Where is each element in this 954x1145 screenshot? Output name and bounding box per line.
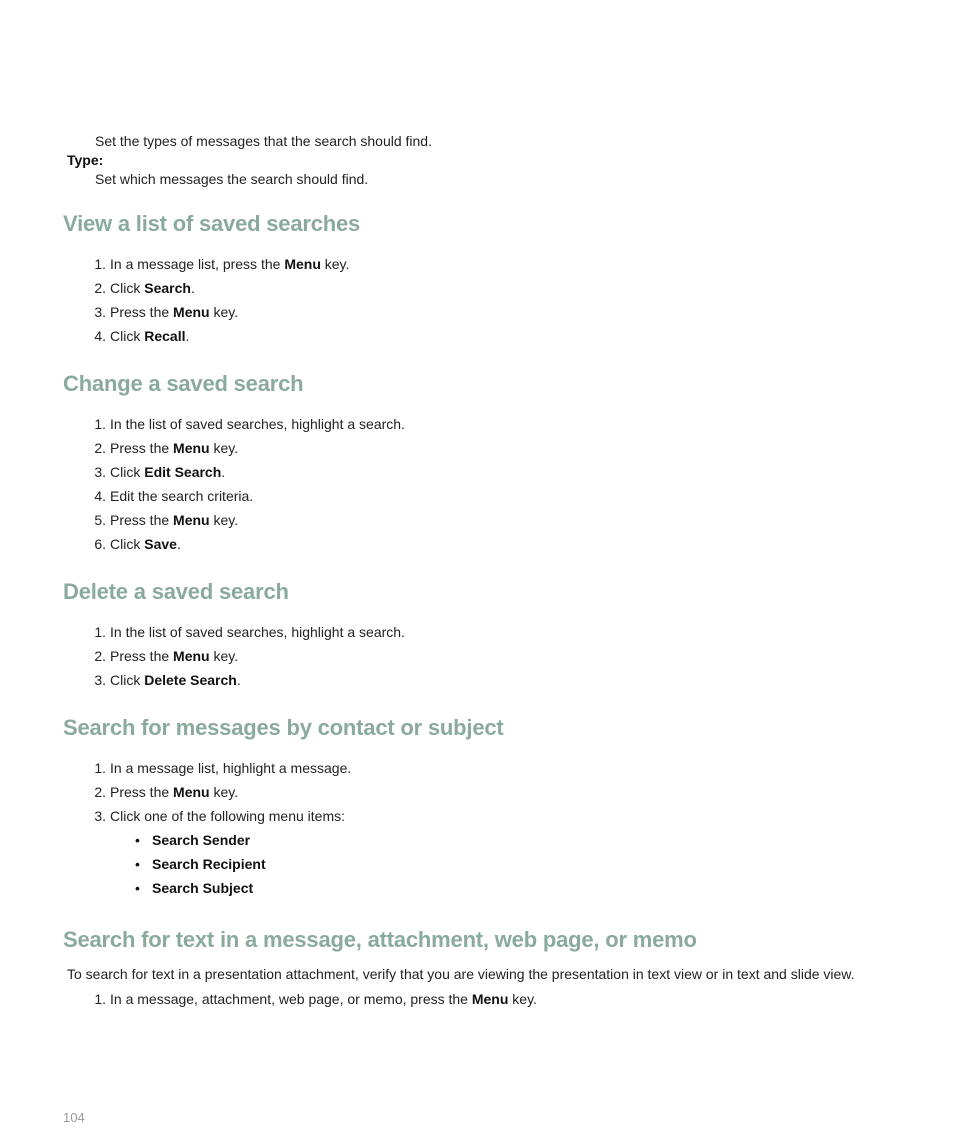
step-number: 1.	[94, 991, 106, 1007]
step-item	[94, 532, 405, 556]
step-text: Click	[110, 672, 145, 688]
step-item	[94, 412, 405, 436]
step-item	[94, 460, 405, 484]
step-number: 4.	[94, 488, 106, 504]
steps-search-for-text	[94, 987, 537, 1011]
step-item	[94, 508, 405, 532]
step-item	[94, 484, 405, 508]
steps-change-saved-search	[94, 412, 405, 556]
step-number: 1.	[94, 760, 106, 776]
step-item	[94, 436, 405, 460]
step-text-suffix: .	[190, 280, 195, 296]
step-text-suffix: key.	[209, 648, 239, 664]
menu-item-name	[110, 828, 351, 852]
step-item	[94, 804, 351, 828]
step-text: Press the	[110, 512, 174, 528]
step-number: 1.	[94, 624, 106, 640]
steps-delete-saved-search	[94, 620, 405, 692]
step-text: Press the	[110, 648, 174, 664]
menu-items-list	[110, 828, 351, 900]
menu-item-label: Search Sender	[152, 832, 251, 848]
step-ui-term: Search	[144, 280, 191, 296]
heading-search-for-text: Search for text in a message, attachment, web page, or memo	[63, 927, 697, 952]
step-text: Click	[110, 536, 145, 552]
step-item	[94, 668, 405, 692]
step-item	[94, 620, 405, 644]
heading-view-saved-searches: View a list of saved searches	[63, 211, 361, 236]
step-number: 1.	[94, 256, 106, 272]
step-ui-term: Menu	[284, 256, 321, 272]
step-text: Press the	[110, 440, 174, 456]
step-ui-term: Menu	[173, 784, 210, 800]
step-text-suffix: .	[185, 328, 190, 344]
step-text: In the list of saved searches, highlight a search.	[110, 624, 405, 640]
step-number: 1.	[94, 416, 106, 432]
step-text-suffix: key.	[209, 784, 239, 800]
step-text: Click	[110, 328, 145, 344]
step-ui-term: Save	[144, 536, 177, 552]
step-item	[94, 252, 350, 276]
step-number: 3.	[94, 808, 106, 824]
step-text: In a message list, press the	[110, 256, 285, 272]
step-text: Edit the search criteria.	[110, 488, 254, 504]
step-number: 2.	[94, 648, 106, 664]
step-ui-term: Menu	[173, 648, 210, 664]
step-item	[94, 644, 405, 668]
steps-search-by-contact	[94, 756, 352, 900]
bullet-icon: •	[135, 856, 140, 872]
presentation-note: To search for text in a presentation attachment, verify that you are viewing the presentation in text view or in text and slide view.	[67, 966, 855, 982]
step-text-suffix: .	[221, 464, 226, 480]
heading-search-by-contact: Search for messages by contact or subject	[63, 715, 504, 740]
step-item	[94, 300, 349, 324]
type-definition: Set which messages the search should find.	[95, 171, 369, 187]
step-text: Click	[110, 280, 145, 296]
step-ui-term: Menu	[173, 512, 210, 528]
bullet-icon: •	[135, 880, 140, 896]
bullet-icon: •	[135, 832, 140, 848]
step-number: 3.	[94, 464, 106, 480]
step-number: 2.	[94, 280, 106, 296]
step-number: 5.	[94, 512, 106, 528]
step-text: Click	[110, 464, 145, 480]
step-ui-term: Edit Search	[144, 464, 222, 480]
step-number: 3.	[94, 304, 106, 320]
step-text-suffix: key.	[209, 304, 239, 320]
step-text: In a message list, highlight a message.	[110, 760, 352, 776]
menu-item-name	[110, 876, 351, 900]
step-text-suffix: .	[236, 672, 241, 688]
type-description: Set the types of messages that the search should find.	[95, 133, 432, 149]
step-item	[94, 756, 352, 780]
heading-change-saved-search: Change a saved search	[63, 371, 304, 396]
step-ui-term: Delete Search	[144, 672, 237, 688]
step-text-suffix: key.	[209, 512, 239, 528]
step-text-suffix: .	[176, 536, 181, 552]
heading-delete-saved-search: Delete a saved search	[63, 579, 289, 604]
step-number: 3.	[94, 672, 106, 688]
step-item	[94, 276, 349, 300]
menu-item-label: Search Recipient	[152, 856, 266, 872]
menu-item-name	[110, 852, 351, 876]
step-item	[94, 324, 349, 348]
step-text-suffix: key.	[320, 256, 350, 272]
step-text-suffix: key.	[209, 440, 239, 456]
step-ui-term: Menu	[173, 304, 210, 320]
step-ui-term: Recall	[144, 328, 186, 344]
step-text: Press the	[110, 784, 174, 800]
step-text: Click one of the following menu items:	[110, 808, 345, 824]
steps-view-saved-searches	[94, 252, 350, 348]
step-number: 4.	[94, 328, 106, 344]
step-ui-term: Menu	[471, 991, 509, 1007]
step-ui-term: Menu	[173, 440, 210, 456]
step-text: Press the	[110, 304, 174, 320]
step-number: 2.	[94, 440, 106, 456]
step-text-suffix: key.	[508, 991, 537, 1007]
menu-item-label: Search Subject	[152, 880, 254, 896]
type-term: Type:	[67, 152, 104, 168]
step-item	[94, 780, 351, 804]
step-text: In the list of saved searches, highlight a search.	[110, 416, 405, 432]
step-item	[94, 987, 537, 1011]
page-number: 104	[63, 1110, 85, 1125]
step-number: 6.	[94, 536, 106, 552]
step-number: 2.	[94, 784, 106, 800]
step-text: In a message, attachment, web page, or memo, press the	[110, 991, 472, 1007]
